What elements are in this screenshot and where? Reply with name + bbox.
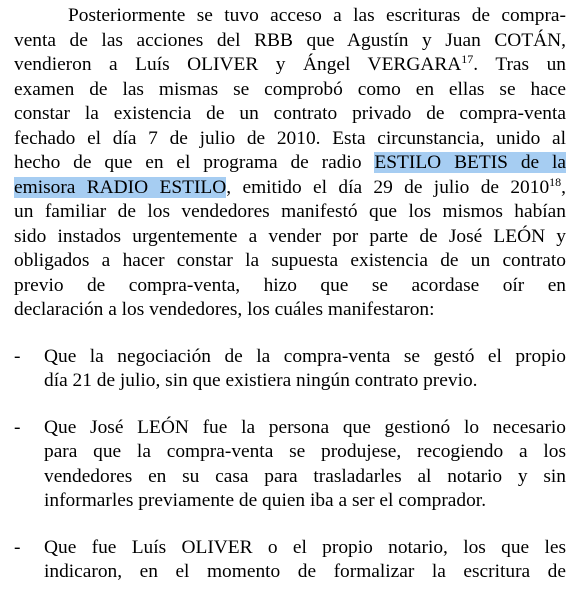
- dash-marker: -: [14, 536, 21, 558]
- bullet-line: vendedores en su casa para trasladarles al notario y sin: [44, 465, 566, 487]
- paragraph-line: Posteriormente se tuvo acceso a las escrituras de compra-: [68, 5, 566, 26]
- paragraph-line: sido instados urgentemente a vender por parte de José LEÓN y: [14, 225, 566, 247]
- bullet-line: Que José LEÓN fue la persona que gestionó lo necesario: [44, 416, 566, 438]
- footnote-ref-17[interactable]: 17: [461, 52, 474, 66]
- paragraph-text: ,: [561, 176, 566, 198]
- bullet-line: Que la negociación de la compra-venta se gestó el propio: [44, 345, 566, 367]
- intro-paragraph: [14, 4, 566, 323]
- paragraph-text: hecho de que en el programa de radio: [14, 152, 375, 173]
- paragraph-line: [14, 151, 566, 176]
- highlighted-text[interactable]: ESTILO BETIS de la: [374, 152, 566, 173]
- bullet-line: día 21 de julio, sin que existiera ningún contrato previo.: [44, 370, 478, 391]
- footnote-ref-18[interactable]: 18: [549, 174, 562, 189]
- paragraph-line: venta de las acciones del RBB que Agustín y Juan COTÁN,: [14, 29, 566, 51]
- bullet-item-3: [14, 536, 566, 585]
- dash-marker: -: [14, 345, 21, 367]
- paragraph-text: , emitido el día 29 de julio de 2010: [226, 176, 550, 198]
- highlighted-text[interactable]: emisora RADIO ESTILO: [14, 176, 227, 198]
- bullet-item-1: [14, 345, 566, 394]
- spacer: [14, 394, 566, 416]
- bullet-line: Que fue Luís OLIVER o el propio notario, los que les: [44, 536, 566, 558]
- paragraph-line: examen de las mismas se comprobó como en ellas se hace: [14, 78, 566, 100]
- paragraph-line: obligados a hacer constar la supuesta existencia de un contrato: [14, 250, 566, 271]
- paragraph-line: constar la existencia de un contrato privado de compra-venta: [14, 103, 566, 124]
- bullet-item-2: [14, 416, 566, 514]
- spacer: [14, 323, 566, 345]
- bullet-line: informarles previamente de quien iba a ser el comprador.: [44, 490, 487, 511]
- paragraph-text: vendieron a Luís OLIVER y Ángel VERGARA: [14, 54, 462, 75]
- paragraph-text: . Tras un: [473, 54, 566, 75]
- paragraph-line: previo de compra-venta, hizo que se acordase oír en: [14, 274, 566, 296]
- paragraph-line: un familiar de los vendedores manifestó que los mismos habían: [14, 201, 566, 222]
- paragraph-line: [14, 53, 566, 78]
- paragraph-line: [14, 176, 566, 201]
- bullet-line: indicaron, en el momento de formalizar la escritura de: [44, 561, 566, 582]
- document-page: [14, 4, 566, 585]
- spacer: [14, 514, 566, 536]
- bullet-line: para que la compra-venta se produjese, recogiendo a los: [44, 441, 566, 462]
- paragraph-line: fechado el día 7 de julio de 2010. Esta circunstancia, unido al: [14, 127, 566, 149]
- paragraph-line: declaración a los vendedores, los cuáles manifestaron:: [14, 299, 435, 320]
- dash-marker: -: [14, 416, 21, 438]
